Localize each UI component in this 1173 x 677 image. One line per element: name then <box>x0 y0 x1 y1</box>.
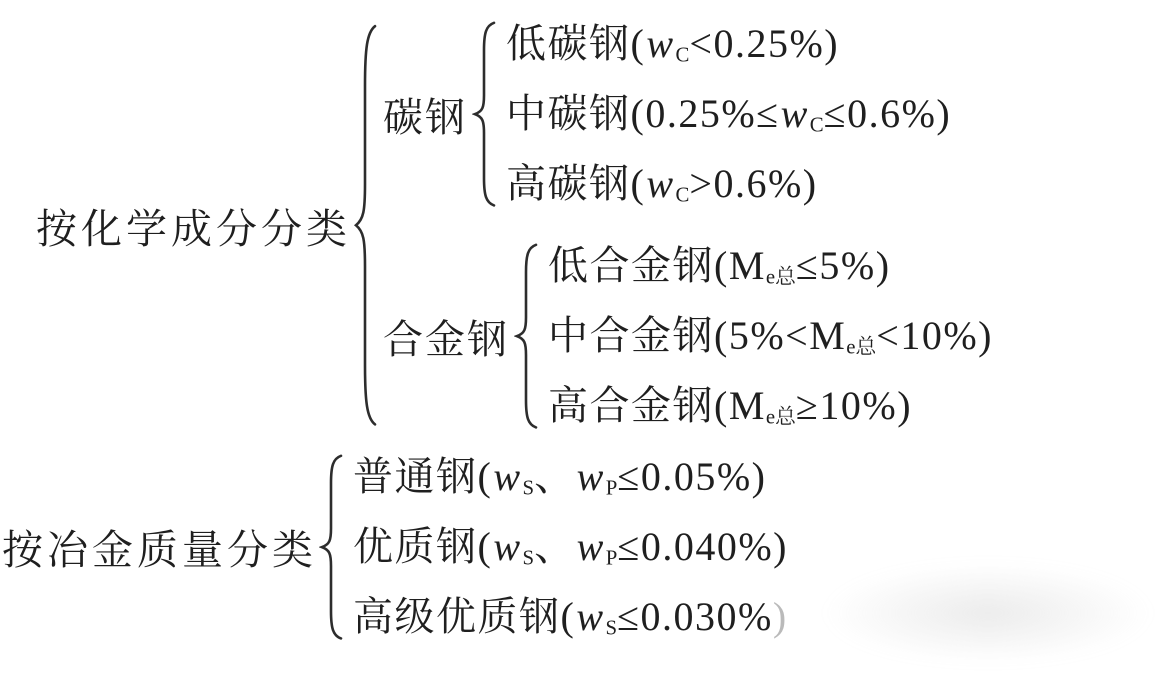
alloy-steel-branch <box>383 242 993 430</box>
brace-alloy-steel <box>514 242 538 430</box>
leaf-quality-steel: 优质钢(wS、wP≤0.040%) <box>353 523 788 570</box>
chemical-composition-tree <box>36 20 1173 431</box>
metallurgical-quality-tree <box>2 453 1173 641</box>
leaf-high-alloy-steel: 高合金钢(Me总≥10%) <box>548 383 913 430</box>
leaf-medium-carbon-steel: 中碳钢(0.25%≤wC≤0.6%) <box>506 91 952 137</box>
quality-leaves <box>353 453 788 641</box>
brace-quality <box>319 453 343 641</box>
leaf-medium-alloy-steel: 中合金钢(5%<Me总<10%) <box>548 313 993 359</box>
leaf-low-alloy-steel: 低合金钢(Me总≤5%) <box>548 243 891 289</box>
chem-root-label: 按化学成分分类 <box>36 205 351 252</box>
brace-carbon-steel <box>472 20 496 208</box>
leaf-high-carbon-steel: 高碳钢(wC>0.6%) <box>506 161 818 207</box>
leaf-ordinary-steel: 普通钢(wS、wP≤0.05%) <box>353 453 767 500</box>
carbon-steel-label: 碳钢 <box>383 94 467 140</box>
leaf-low-carbon-steel: 低碳钢(wC<0.25%) <box>506 21 840 67</box>
carbon-steel-leaves <box>506 20 951 208</box>
leaf-high-grade-quality-steel: 高级优质钢(wS≤0.030%) <box>353 593 788 640</box>
chem-branches <box>383 20 993 431</box>
brace-chem <box>353 20 377 431</box>
quality-root-label: 按冶金质量分类 <box>2 527 317 574</box>
alloy-steel-leaves <box>548 242 993 430</box>
alloy-steel-label: 合金钢 <box>383 316 509 362</box>
carbon-steel-branch <box>383 20 993 208</box>
